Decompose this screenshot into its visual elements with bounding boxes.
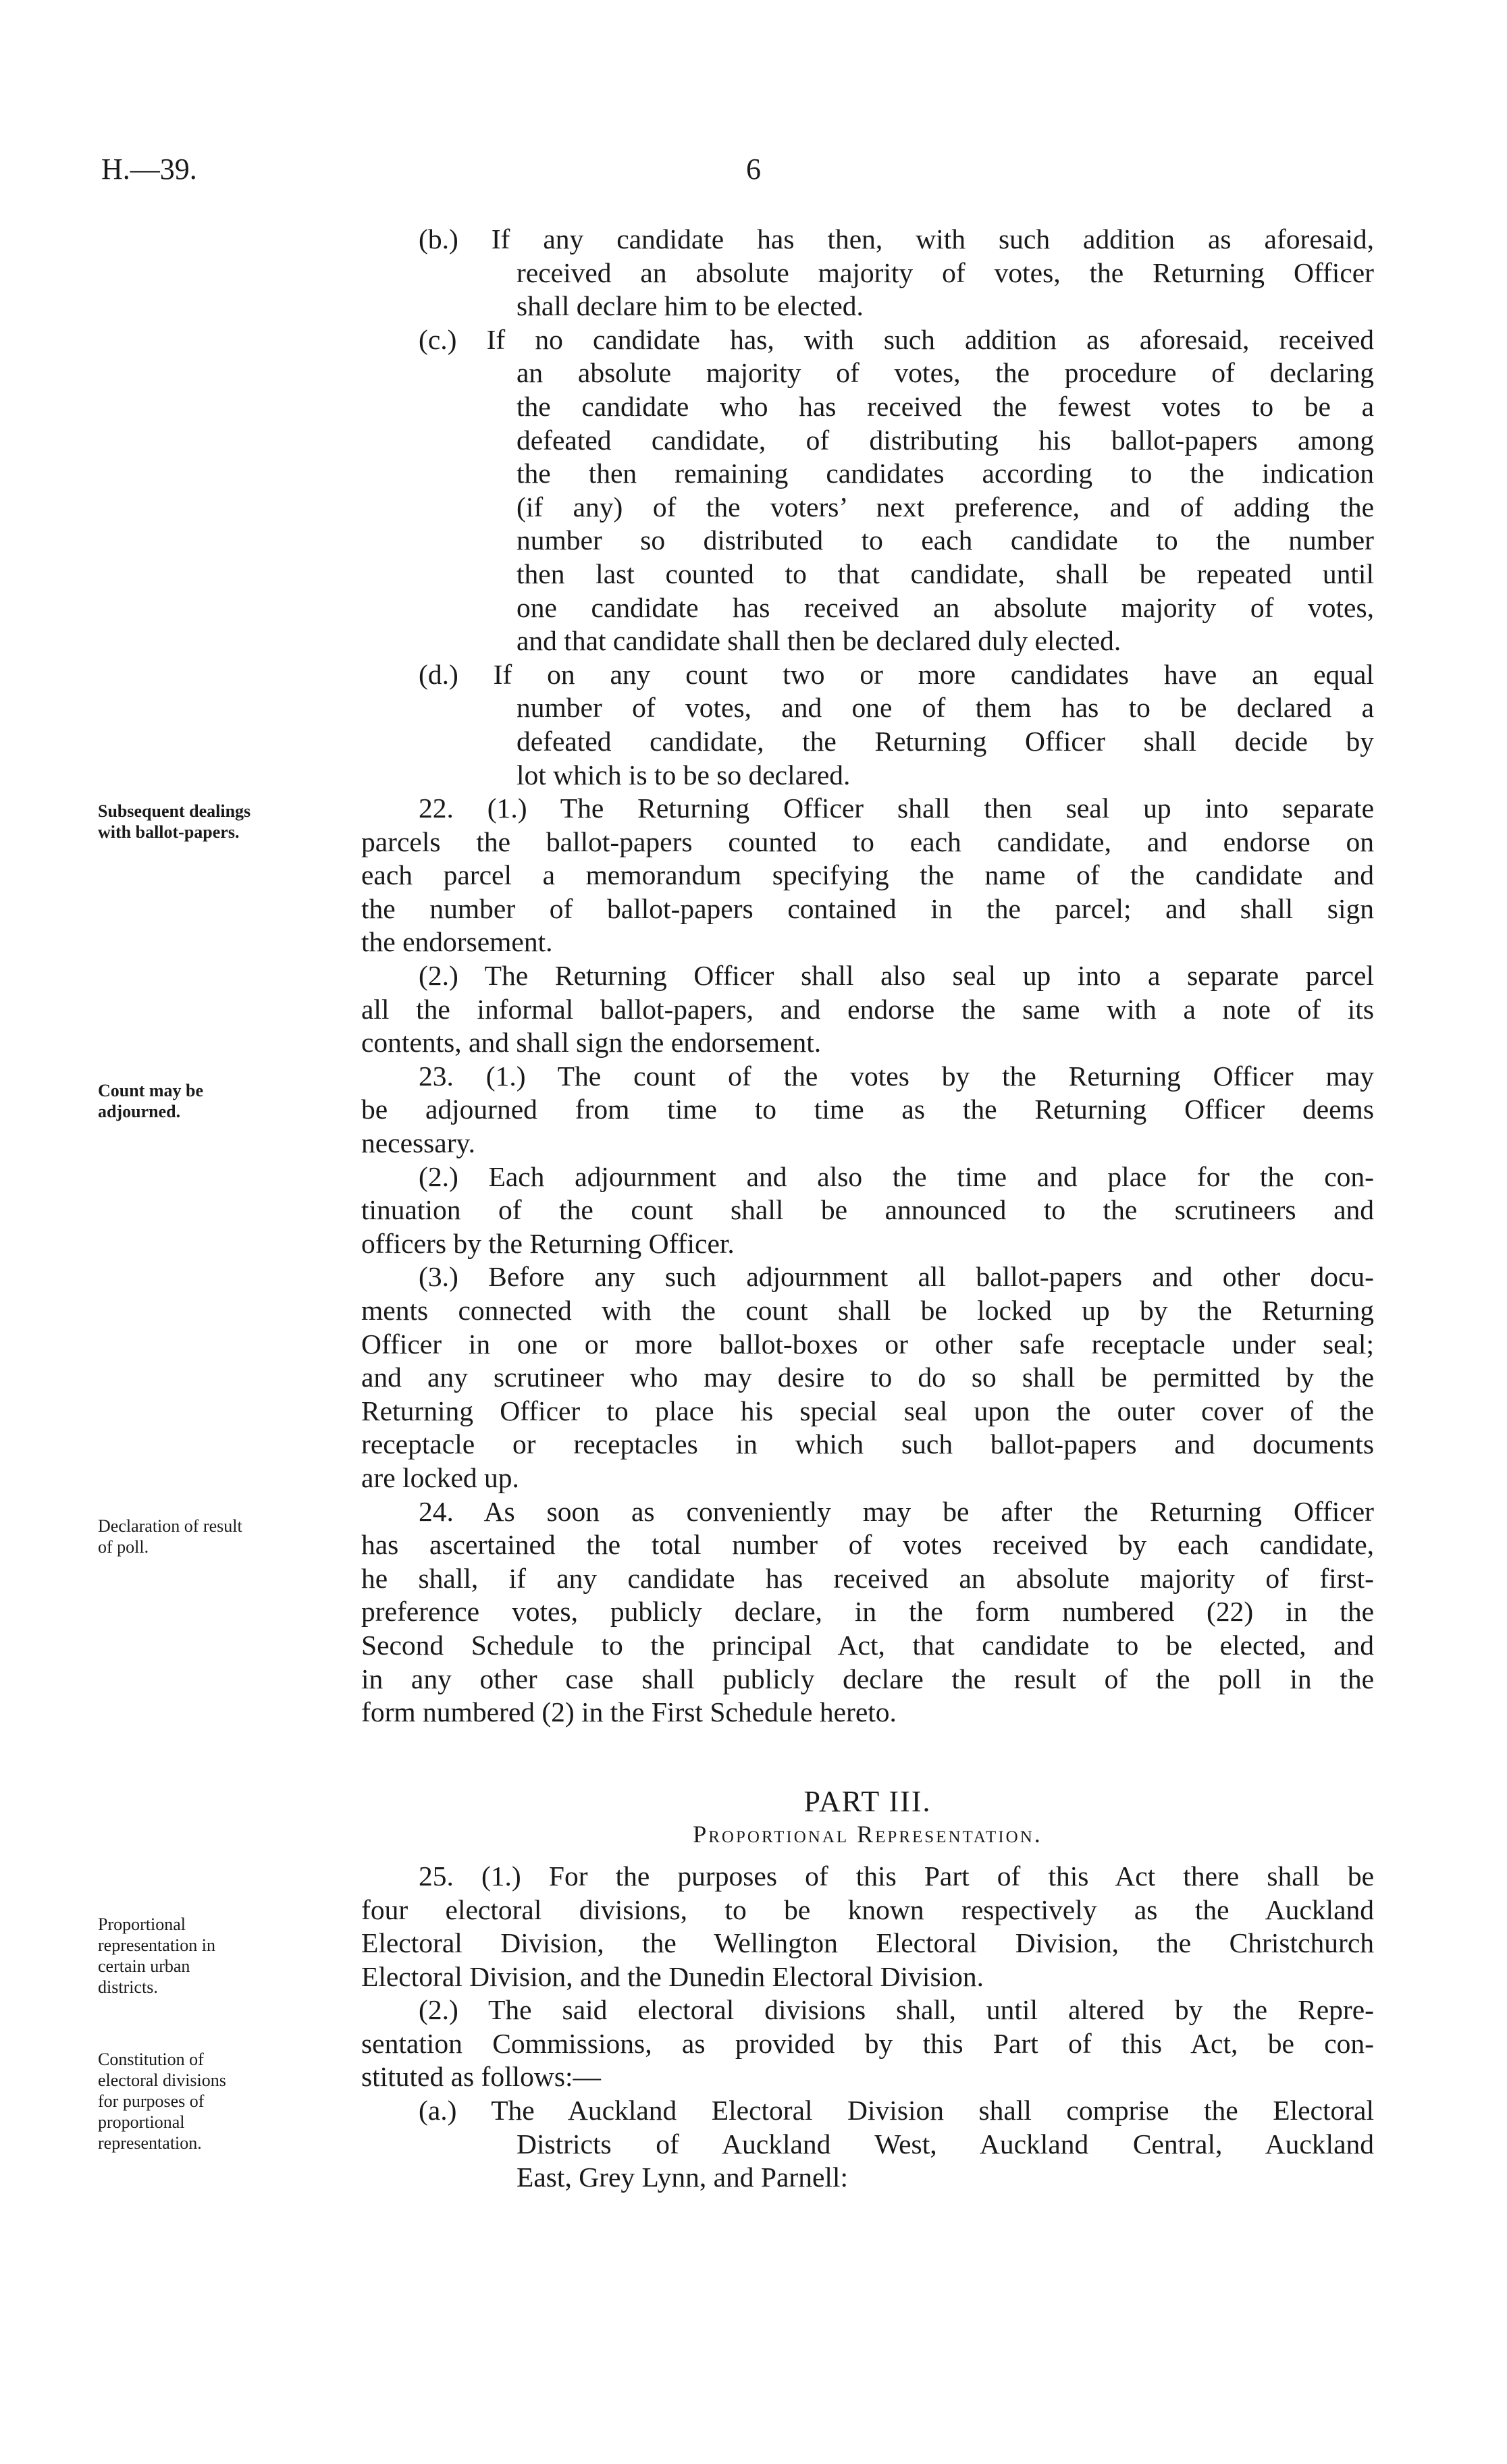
margin-note-line: for purposes of: [98, 2091, 205, 2111]
text-line: (2.) Each adjournment and also the time and place for the con-: [419, 1160, 1374, 1192]
margin-note-line: with ballot-papers.: [98, 822, 240, 842]
section-24: [361, 1495, 1374, 1730]
margin-note-line: of poll.: [98, 1537, 149, 1557]
text-line: ments connected with the count shall be locked up by the Returning: [361, 1295, 1374, 1326]
margin-note-line: proportional: [98, 2112, 185, 2132]
margin-note-line: representation.: [98, 2133, 202, 2153]
text-line: tinuation of the count shall be announced to the scrutineers and: [361, 1194, 1374, 1226]
margin-note-line: representation in: [98, 1935, 215, 1955]
text-line: (c.) If no candidate has, with such addition as aforesaid, received: [419, 323, 1374, 355]
spacer: [361, 1730, 1374, 1785]
text-line: sentation Commissions, as provided by this Part of this Act, be con-: [361, 2027, 1374, 2059]
text-line: (d.) If on any count two or more candidates have an equal: [419, 658, 1374, 690]
margin-note-sec25-1: [98, 1914, 327, 1998]
margin-note-sec22: [98, 801, 327, 842]
text-line: and any scrutineer who may desire to do so shall be permitted by the: [361, 1362, 1374, 1393]
section-25-2: [361, 1993, 1374, 2094]
text-line: (2.) The said electoral divisions shall, until altered by the Repre-: [419, 1994, 1374, 2026]
section-22-1: [361, 792, 1374, 959]
text-line: the candidate who has received the fewest votes to be a: [517, 390, 1374, 422]
text-line: an absolute majority of votes, the procedure of declaring: [517, 357, 1374, 389]
text-line: in any other case shall publicly declare the result of the poll in the: [361, 1663, 1374, 1694]
text-line: stituted as follows:—: [361, 2061, 602, 2093]
text-line: Returning Officer to place his special seal upon the outer cover of the: [361, 1395, 1374, 1426]
text-line: 23. (1.) The count of the votes by the Returning Officer may: [419, 1060, 1374, 1092]
section-25-1: [361, 1860, 1374, 1993]
page-header: [0, 152, 1507, 199]
margin-note-sec23: [98, 1080, 327, 1122]
text-line: Electoral Division, the Wellington Electoral Division, the Christchurch: [361, 1927, 1374, 1959]
text-line: officers by the Returning Officer.: [361, 1227, 735, 1259]
text-line: shall declare him to be elected.: [517, 290, 864, 322]
text-line: receptacle or receptacles in which such ballot-papers and documents: [361, 1428, 1374, 1460]
clause-c: [361, 323, 1374, 658]
section-22-2: [361, 959, 1374, 1060]
text-line: lot which is to be so declared.: [517, 759, 851, 791]
text-line: (b.) If any candidate has then, with such addition as aforesaid,: [419, 223, 1374, 255]
text-line: all the informal ballot-papers, and endorse the same with a note of its: [361, 993, 1374, 1025]
clause-25-2-a: [361, 2094, 1374, 2195]
text-line: then last counted to that candidate, shall be repeated until: [517, 558, 1374, 589]
text-line: (3.) Before any such adjournment all ballot-papers and other docu-: [419, 1261, 1374, 1293]
clause-d: [361, 658, 1374, 792]
margin-note-line: certain urban: [98, 1956, 190, 1976]
text-line: necessary.: [361, 1127, 475, 1159]
text-line: number of votes, and one of them has to be declared a: [517, 692, 1374, 724]
text-line: he shall, if any candidate has received an absolute majority of first-: [361, 1562, 1374, 1594]
part-subtitle: Proportional Representation.: [693, 1821, 1042, 1848]
text-line: the number of ballot-papers contained in the parcel; and shall sign: [361, 892, 1374, 924]
text-line: Districts of Auckland West, Auckland Central, Auckland: [517, 2128, 1374, 2160]
margin-note-sec25-2: [98, 2049, 327, 2153]
text-line: number so distributed to each candidate to the number: [517, 525, 1374, 556]
text-line: be adjourned from time to time as the Returning Officer deems: [361, 1094, 1374, 1125]
text-line: and that candidate shall then be declared duly elected.: [517, 625, 1121, 657]
text-line: the then remaining candidates according to the indication: [517, 458, 1374, 489]
margin-note-line: districts.: [98, 1977, 158, 1997]
text-line: Electoral Division, and the Dunedin Electoral Division.: [361, 1960, 984, 1992]
margin-note-line: electoral divisions: [98, 2070, 226, 2090]
text-line: 25. (1.) For the purposes of this Part of this Act there shall be: [419, 1860, 1374, 1892]
section-23-3: [361, 1260, 1374, 1495]
text-line: East, Grey Lynn, and Parnell:: [517, 2162, 848, 2193]
spacer: [361, 1852, 1374, 1860]
text-line: one candidate has received an absolute majority of votes,: [517, 591, 1374, 623]
clause-b: [361, 223, 1374, 323]
text-line: Officer in one or more ballot-boxes or other safe receptacle under seal;: [361, 1328, 1374, 1360]
text-line: (if any) of the voters’ next preference, and of adding the: [517, 491, 1374, 523]
margin-note-line: Count may be: [98, 1081, 204, 1100]
margin-note-line: Constitution of: [98, 2050, 204, 2069]
section-23-1: [361, 1060, 1374, 1160]
main-text-column: [361, 223, 1374, 2195]
section-23-2: [361, 1160, 1374, 1261]
margin-note-line: Declaration of result: [98, 1516, 242, 1536]
text-line: are locked up.: [361, 1462, 519, 1493]
margin-note-sec24: [98, 1516, 327, 1557]
text-line: Second Schedule to the principal Act, that candidate to be elected, and: [361, 1629, 1374, 1661]
text-line: preference votes, publicly declare, in the form numbered (22) in the: [361, 1596, 1374, 1628]
text-line: four electoral divisions, to be known respectively as the Auckland: [361, 1894, 1374, 1925]
text-line: 24. As soon as conveniently may be after the Returning Officer: [419, 1495, 1374, 1527]
text-line: each parcel a memorandum specifying the name of the candidate and: [361, 859, 1374, 891]
text-line: (a.) The Auckland Electoral Division shall comprise the Electoral: [419, 2095, 1374, 2126]
text-line: defeated candidate, of distributing his ballot-papers among: [517, 424, 1374, 456]
text-line: form numbered (2) in the First Schedule hereto.: [361, 1696, 897, 1728]
text-line: parcels the ballot-papers counted to each candidate, and endorse on: [361, 826, 1374, 857]
margin-note-line: Proportional: [98, 1914, 186, 1934]
margin-note-line: Subsequent dealings: [98, 801, 251, 821]
part-title: PART III.: [803, 1784, 932, 1818]
text-line: (2.) The Returning Officer shall also seal up into a separate parcel: [419, 960, 1374, 992]
text-line: contents, and shall sign the endorsement.: [361, 1027, 822, 1059]
text-line: 22. (1.) The Returning Officer shall then seal up into separate: [419, 793, 1374, 824]
text-line: defeated candidate, the Returning Officer shall decide by: [517, 725, 1374, 757]
text-line: received an absolute majority of votes, the Returning Officer: [517, 257, 1374, 288]
text-line: the endorsement.: [361, 926, 553, 958]
text-line: has ascertained the total number of votes received by each candidate,: [361, 1529, 1374, 1561]
document-code: H.—39.: [101, 153, 197, 186]
page-number: 6: [746, 153, 761, 186]
margin-note-line: adjourned.: [98, 1102, 181, 1121]
